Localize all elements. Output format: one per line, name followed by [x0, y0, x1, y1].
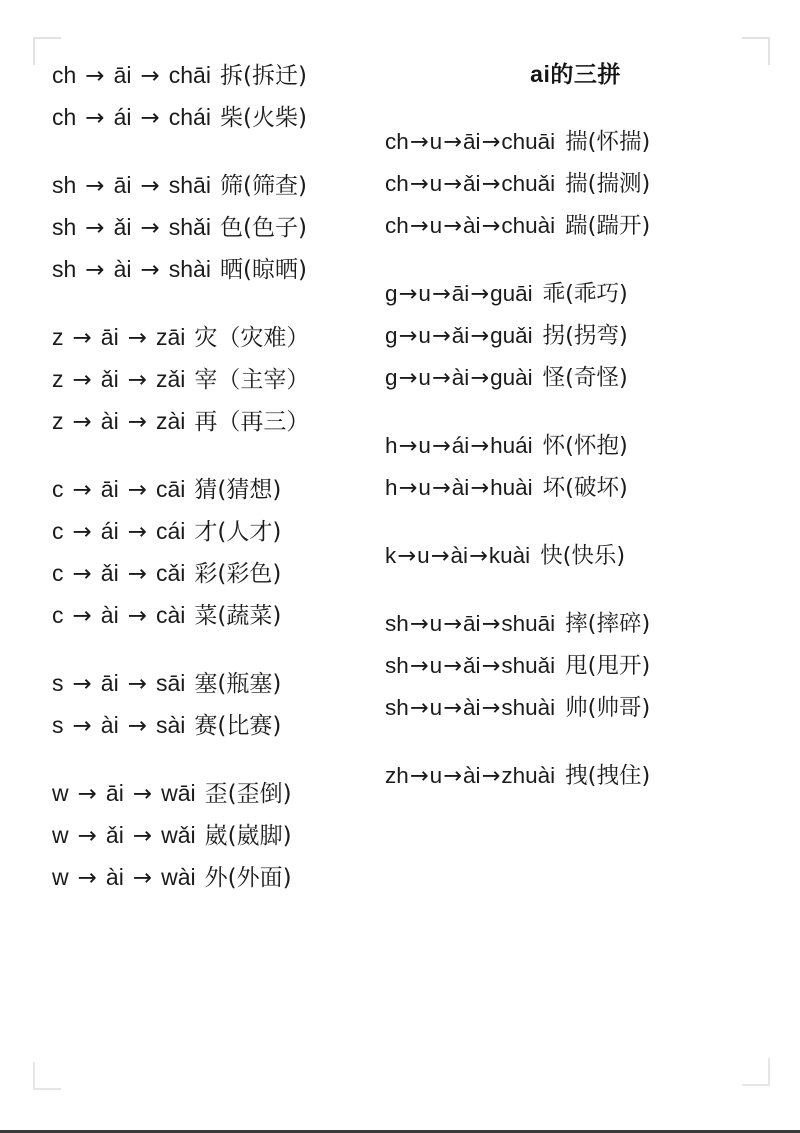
arrow-icon: →	[481, 653, 501, 679]
pinyin-row	[52, 511, 370, 553]
pinyin-group-zhu-group	[385, 755, 800, 797]
example-word: 拐(拐弯)	[542, 323, 628, 349]
arrow-icon: →	[430, 543, 450, 569]
pinyin-row	[52, 773, 370, 815]
example-word: 快(快乐)	[540, 543, 626, 569]
initial-text: s	[52, 670, 64, 696]
pinyin-row	[385, 315, 800, 357]
arrow-icon: →	[398, 475, 418, 501]
arrow-icon: →	[469, 543, 488, 569]
arrow-icon: →	[397, 543, 417, 569]
pinyin-group-c-group	[52, 469, 370, 637]
final-text: ái	[451, 433, 470, 458]
arrow-icon: →	[431, 365, 451, 391]
final-text: ài	[113, 256, 132, 282]
pinyin-row	[385, 163, 800, 205]
arrow-icon: →	[443, 171, 462, 197]
arrow-icon: →	[409, 611, 429, 637]
medial-text: u	[429, 763, 443, 788]
pinyin-row	[52, 165, 370, 207]
arrow-icon: →	[132, 781, 153, 807]
initial-text: ch	[385, 171, 409, 196]
pinyin-group-shu-group	[385, 603, 800, 729]
initial-text: h	[385, 475, 398, 500]
syllable-text: wāi	[161, 780, 196, 806]
title-spacer	[385, 93, 800, 121]
pinyin-row	[52, 97, 370, 139]
arrow-icon: →	[470, 433, 490, 459]
pinyin-row	[385, 273, 800, 315]
arrow-icon: →	[72, 671, 92, 697]
final-text: ǎi	[105, 822, 124, 848]
initial-text: sh	[52, 256, 77, 282]
syllable-text: zǎi	[155, 366, 186, 392]
arrow-icon: →	[398, 323, 418, 349]
example-word: 猜(猜想)	[194, 477, 282, 503]
syllable-text: huài	[490, 475, 533, 500]
syllable-text: chuāi	[501, 129, 556, 154]
syllable-text: zài	[155, 408, 186, 434]
syllable-text: guǎi	[490, 323, 533, 348]
medial-text: u	[418, 475, 431, 500]
example-word: 灾（灾难）	[194, 325, 310, 351]
arrow-icon: →	[85, 105, 105, 131]
arrow-icon: →	[77, 823, 97, 849]
pinyin-group-sh-group	[52, 165, 370, 291]
arrow-icon: →	[72, 325, 92, 351]
pinyin-row	[52, 401, 370, 443]
arrow-icon: →	[85, 173, 105, 199]
pinyin-group-z-group	[52, 317, 370, 443]
final-text: āi	[463, 611, 481, 636]
three-pinyin-groups	[385, 121, 800, 797]
final-text: āi	[100, 324, 119, 350]
example-word: 怪(奇怪)	[542, 365, 628, 391]
pinyin-row	[52, 317, 370, 359]
pinyin-group-w-group	[52, 773, 370, 899]
syllable-text: sài	[155, 712, 186, 738]
initial-text: c	[52, 476, 64, 502]
final-text: ài	[451, 475, 470, 500]
example-word: 甩(甩开)	[565, 653, 651, 679]
initial-text: ch	[52, 104, 77, 130]
arrow-icon: →	[409, 695, 429, 721]
pinyin-group-chu-group	[385, 121, 800, 247]
pinyin-row	[52, 249, 370, 291]
example-word: 才(人才)	[194, 519, 282, 545]
pinyin-row	[385, 205, 800, 247]
two-pinyin-column	[0, 0, 370, 1133]
example-word: 帅(帅哥)	[565, 695, 651, 721]
arrow-icon: →	[409, 653, 429, 679]
arrow-icon: →	[127, 671, 147, 697]
syllable-text: zhuài	[501, 763, 556, 788]
arrow-icon: →	[398, 281, 418, 307]
initial-text: z	[52, 408, 64, 434]
medial-text: u	[418, 281, 431, 306]
pinyin-row	[385, 755, 800, 797]
arrow-icon: →	[77, 781, 97, 807]
initial-text: c	[52, 602, 64, 628]
arrow-icon: →	[409, 171, 429, 197]
initial-text: z	[52, 324, 64, 350]
example-word: 塞(瓶塞)	[194, 671, 282, 697]
final-text: āi	[451, 281, 470, 306]
example-word: 筛(筛查)	[219, 173, 307, 199]
arrow-icon: →	[72, 367, 92, 393]
arrow-icon: →	[443, 695, 462, 721]
syllable-text: chāi	[168, 62, 211, 88]
syllable-text: shuài	[501, 695, 556, 720]
arrow-icon: →	[481, 695, 501, 721]
arrow-icon: →	[481, 611, 501, 637]
syllable-text: cāi	[155, 476, 186, 502]
initial-text: ch	[52, 62, 77, 88]
initial-text: c	[52, 518, 64, 544]
arrow-icon: →	[470, 365, 490, 391]
example-word: 拽(拽住)	[565, 763, 651, 789]
final-text: āi	[100, 670, 119, 696]
initial-text: s	[52, 712, 64, 738]
pinyin-row	[52, 359, 370, 401]
arrow-icon: →	[443, 611, 462, 637]
medial-text: u	[429, 695, 443, 720]
final-text: ài	[100, 712, 119, 738]
pinyin-row	[385, 467, 800, 509]
example-word: 赛(比赛)	[194, 713, 282, 739]
medial-text: u	[429, 653, 443, 678]
final-text: āi	[100, 476, 119, 502]
arrow-icon: →	[132, 823, 153, 849]
initial-text: w	[52, 780, 69, 806]
arrow-icon: →	[409, 763, 429, 789]
final-text: āi	[105, 780, 124, 806]
arrow-icon: →	[85, 257, 105, 283]
pinyin-row	[52, 705, 370, 747]
arrow-icon: →	[481, 213, 501, 239]
arrow-icon: →	[443, 653, 462, 679]
syllable-text: wǎi	[161, 822, 196, 848]
pinyin-group-s-group	[52, 663, 370, 747]
syllable-text: sāi	[155, 670, 186, 696]
syllable-text: wài	[161, 864, 196, 890]
pinyin-row	[52, 595, 370, 637]
final-text: ài	[463, 695, 481, 720]
pinyin-row	[385, 121, 800, 163]
arrow-icon: →	[398, 365, 418, 391]
example-word: 揣(怀揣)	[565, 129, 651, 155]
initial-text: z	[52, 366, 64, 392]
arrow-icon: →	[127, 367, 147, 393]
syllable-text: shuāi	[501, 611, 556, 636]
arrow-icon: →	[140, 257, 160, 283]
arrow-icon: →	[431, 281, 451, 307]
syllable-text: huái	[490, 433, 533, 458]
syllable-text: guài	[490, 365, 533, 390]
example-word: 乖(乖巧)	[542, 281, 628, 307]
syllable-text: cǎi	[155, 560, 186, 586]
example-word: 再（再三）	[194, 409, 310, 435]
final-text: ài	[463, 763, 481, 788]
pinyin-row	[385, 687, 800, 729]
arrow-icon: →	[132, 865, 153, 891]
syllable-text: shāi	[168, 172, 211, 198]
final-text: ǎi	[463, 171, 481, 196]
final-text: ài	[100, 602, 119, 628]
final-text: ái	[100, 518, 119, 544]
medial-text: u	[429, 129, 443, 154]
initial-text: k	[385, 543, 397, 568]
final-text: ǎi	[451, 323, 470, 348]
arrow-icon: →	[398, 433, 418, 459]
medial-text: u	[429, 213, 443, 238]
pinyin-group-ku-group	[385, 535, 800, 577]
pinyin-row	[52, 815, 370, 857]
initial-text: w	[52, 822, 69, 848]
arrow-icon: →	[72, 603, 92, 629]
final-text: āi	[463, 129, 481, 154]
initial-text: sh	[52, 172, 77, 198]
arrow-icon: →	[77, 865, 97, 891]
arrow-icon: →	[127, 477, 147, 503]
pinyin-row	[52, 469, 370, 511]
arrow-icon: →	[140, 173, 160, 199]
final-text: ài	[100, 408, 119, 434]
initial-text: g	[385, 281, 398, 306]
example-word: 彩(彩色)	[194, 561, 282, 587]
example-word: 揣(揣测)	[565, 171, 651, 197]
example-word: 宰（主宰）	[194, 367, 310, 393]
initial-text: h	[385, 433, 398, 458]
example-word: 崴(崴脚)	[204, 823, 292, 849]
final-text: ǎi	[463, 653, 481, 678]
initial-text: ch	[385, 129, 409, 154]
medial-text: u	[418, 323, 431, 348]
final-text: ái	[113, 104, 132, 130]
pinyin-group-hu-group	[385, 425, 800, 509]
page-title: ai的三拼	[530, 61, 621, 87]
syllable-text: guāi	[490, 281, 533, 306]
syllable-text: chuǎi	[501, 171, 556, 196]
initial-text: sh	[385, 611, 409, 636]
final-text: ài	[451, 365, 470, 390]
arrow-icon: →	[140, 215, 160, 241]
pinyin-row	[52, 207, 370, 249]
pinyin-row	[385, 603, 800, 645]
arrow-icon: →	[72, 409, 92, 435]
final-text: āi	[113, 62, 132, 88]
arrow-icon: →	[127, 325, 147, 351]
arrow-icon: →	[409, 129, 429, 155]
medial-text: u	[418, 365, 431, 390]
pinyin-row	[52, 55, 370, 97]
pinyin-row	[385, 357, 800, 399]
arrow-icon: →	[443, 213, 462, 239]
final-text: ài	[450, 543, 468, 568]
initial-text: sh	[52, 214, 77, 240]
arrow-icon: →	[72, 519, 92, 545]
arrow-icon: →	[85, 215, 105, 241]
syllable-text: chuài	[501, 213, 556, 238]
three-pinyin-column	[370, 0, 800, 1133]
arrow-icon: →	[72, 561, 92, 587]
example-word: 菜(蔬菜)	[194, 603, 282, 629]
initial-text: ch	[385, 213, 409, 238]
syllable-text: cái	[155, 518, 186, 544]
arrow-icon: →	[85, 63, 105, 89]
example-word: 色(色子)	[219, 215, 307, 241]
pinyin-row	[385, 535, 800, 577]
arrow-icon: →	[72, 477, 92, 503]
medial-text: u	[417, 543, 430, 568]
pinyin-row	[52, 663, 370, 705]
pinyin-group-ch-group	[52, 55, 370, 139]
arrow-icon: →	[140, 105, 160, 131]
initial-text: sh	[385, 695, 409, 720]
arrow-icon: →	[470, 323, 490, 349]
final-text: ài	[105, 864, 124, 890]
syllable-text: cài	[155, 602, 186, 628]
example-word: 柴(火柴)	[219, 105, 307, 131]
pinyin-row	[52, 553, 370, 595]
arrow-icon: →	[72, 713, 92, 739]
initial-text: sh	[385, 653, 409, 678]
pinyin-group-gu-group	[385, 273, 800, 399]
arrow-icon: →	[127, 519, 147, 545]
arrow-icon: →	[443, 763, 462, 789]
arrow-icon: →	[127, 409, 147, 435]
pinyin-row	[52, 857, 370, 899]
example-word: 拆(拆迁)	[219, 63, 307, 89]
initial-text: g	[385, 365, 398, 390]
final-text: ǎi	[113, 214, 132, 240]
example-word: 坏(破坏)	[542, 475, 628, 501]
example-word: 歪(歪倒)	[204, 781, 292, 807]
initial-text: w	[52, 864, 69, 890]
syllable-text: kuài	[488, 543, 531, 568]
arrow-icon: →	[431, 323, 451, 349]
initial-text: c	[52, 560, 64, 586]
arrow-icon: →	[443, 129, 462, 155]
pinyin-row	[385, 425, 800, 467]
arrow-icon: →	[140, 63, 160, 89]
final-text: ǎi	[100, 560, 119, 586]
initial-text: g	[385, 323, 398, 348]
example-word: 外(外面)	[204, 865, 292, 891]
example-word: 踹(踹开)	[565, 213, 651, 239]
final-text: āi	[113, 172, 132, 198]
medial-text: u	[429, 611, 443, 636]
arrow-icon: →	[127, 603, 147, 629]
syllable-text: zāi	[155, 324, 186, 350]
example-word: 摔(摔碎)	[565, 611, 651, 637]
syllable-text: chái	[168, 104, 211, 130]
arrow-icon: →	[481, 171, 501, 197]
arrow-icon: →	[470, 475, 490, 501]
arrow-icon: →	[470, 281, 490, 307]
pinyin-row	[385, 645, 800, 687]
syllable-text: shài	[168, 256, 211, 282]
syllable-text: shǎi	[168, 214, 211, 240]
arrow-icon: →	[431, 475, 451, 501]
arrow-icon: →	[481, 763, 501, 789]
medial-text: u	[429, 171, 443, 196]
arrow-icon: →	[127, 561, 147, 587]
initial-text: zh	[385, 763, 409, 788]
arrow-icon: →	[481, 129, 501, 155]
arrow-icon: →	[127, 713, 147, 739]
syllable-text: shuǎi	[501, 653, 556, 678]
arrow-icon: →	[409, 213, 429, 239]
medial-text: u	[418, 433, 431, 458]
final-text: ǎi	[100, 366, 119, 392]
arrow-icon: →	[431, 433, 451, 459]
example-word: 怀(怀抱)	[542, 433, 628, 459]
example-word: 晒(晾晒)	[219, 257, 307, 283]
final-text: ài	[463, 213, 481, 238]
